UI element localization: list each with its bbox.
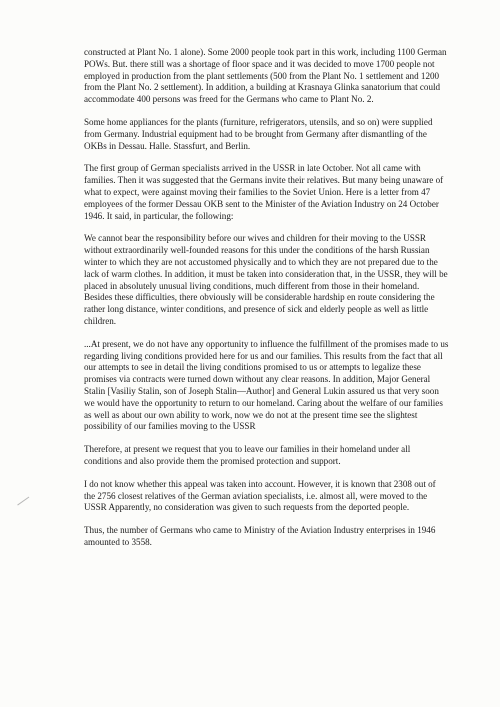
paragraph-home-appliances: Some home appliances for the plants (furniture, refrigerators, utensils, and so on) were supplied from Germany. Industrial equipment had to be brought from Germany after dismantling of the OKBs in Dessau. Halle. Stassfurt, and Berlin. [84, 116, 433, 151]
paragraph-total-germans: Thus, the number of Germans who came to Ministry of the Aviation Industry enterprises in 1946 amounted to 3558. [84, 525, 436, 547]
paragraph-letter-quote-2: ...At present, we do not have any opportunity to influence the fulfillment of the promises made to us regarding living conditions provided here for us and our families. This results from the fact that all our attempts to see in detail the living conditions promised to us or attempts to legalize these promises via contracts were turned down without any clear reasons. In addition, Major General Stalin [Vasiliy Stalin, son of Joseph Stalin—Author] and General Lukin assured us that very soon we would have the opportunity to return to our homeland. Caring about the welfare of our families as well as about our own ability to work, now we do not at the present time see the slightest possibility of our families moving to the USSR [84, 338, 449, 432]
page-body [84, 47, 449, 560]
paragraph-letter-quote-1: We cannot bear the responsibility before our wives and children for their moving to the USSR without extraordinarily well-founded reasons for this under the conditions of the harsh Russian winter to which they are not accustomed physically and to which they are not prepared due to the lack of warm clothes. In addition, it must be taken into consideration that, in the USSR, they will be placed in absolutely unusual living conditions, much different from those in their homeland. Besides these difficulties, there obviously will be considerable hardship en route considering the rather long distance, winter conditions, and presence of sick and elderly people as well as little children. [84, 233, 448, 326]
paragraph-letter-request: Therefore, at present we request that you to leave our families in their homeland under all conditions and also provide them the promised protection and support. [84, 444, 411, 466]
scan-mark [17, 497, 32, 511]
paragraph-plant-construction: constructed at Plant No. 1 alone). Some 2000 people took part in this work, including 1100 German POWs. But. there still was a shortage of floor space and it was decided to move 1700 people not employed in production from the plant settlements (500 from the Plant No. 1 settlement and 1200 from the Plant No. 2 settlement). In addition, a building at Krasnaya Glinka sanatorium that could accommodate 400 persons was freed for the Germans who came to Plant No. 2. [84, 47, 447, 105]
paragraph-first-group: The first group of German specialists arrived in the USSR in late October. Not all came with families. Then it was suggested that the Germans invite their relatives. But many being unaware of what to expect, were against moving their families to the Soviet Union. Here is a letter from 47 employees of the former Dessau OKB sent to the Minister of the Aviation Industry on 24 October 1946. It said, in particular, the following: [84, 163, 444, 221]
paragraph-relatives-moved: I do not know whether this appeal was taken into account. However, it is known that 2308 out of the 2756 closest relatives of the German aviation specialists, i.e. almost all, were moved to the USSR Apparently, no consideration was given to such requests from the deported people. [84, 478, 436, 513]
